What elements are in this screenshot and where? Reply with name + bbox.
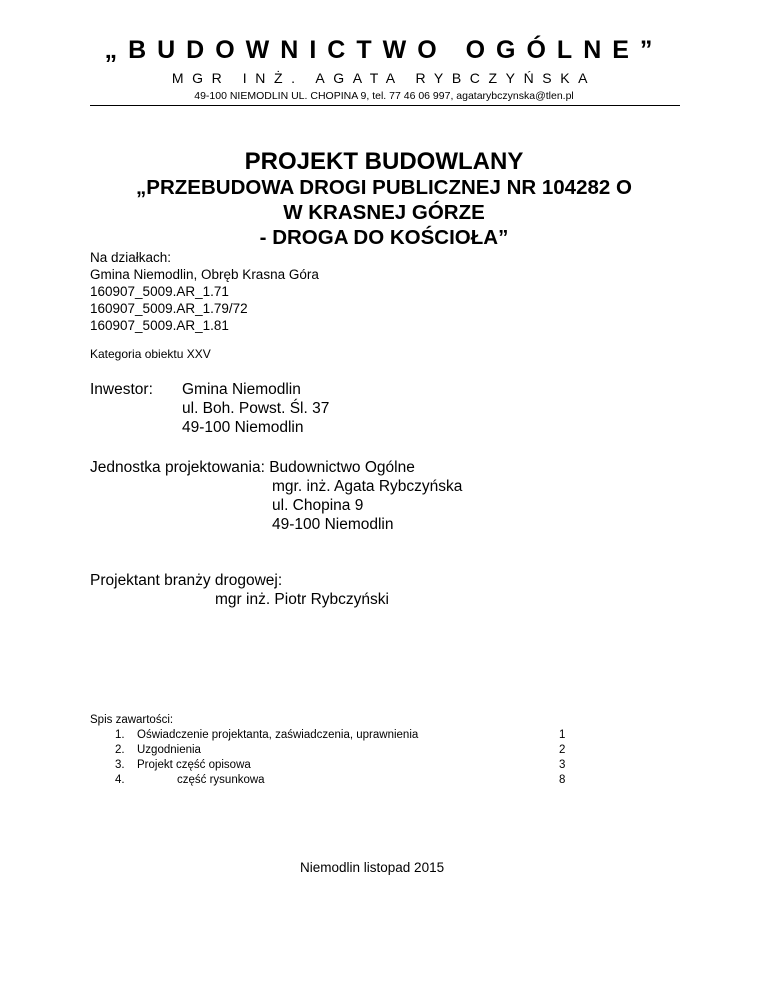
contents-item-page: 2 [559, 744, 566, 756]
contents-item-number: 3. [115, 759, 125, 771]
plots-line: Gmina Niemodlin, Obręb Krasna Góra [90, 267, 319, 282]
document-title: PROJEKT BUDOWLANY [244, 148, 524, 175]
contents-item-page: 3 [559, 759, 566, 771]
project-name-line-1: „PRZEBUDOWA DROGI PUBLICZNEJ NR 104282 O [136, 176, 632, 199]
contents-item-number: 4. [115, 774, 125, 786]
design-unit-line: mgr. inż. Agata Rybczyńska [272, 478, 463, 495]
project-name-line-2: W KRASNEJ GÓRZE [283, 201, 485, 224]
contents-label: Spis zawartości: [90, 714, 174, 726]
contents-item-text: Oświadczenie projektanta, zaświadczenia, uprawnienia [137, 729, 419, 741]
company-owner: MGR INŻ. AGATA RYBCZYŃSKA [171, 70, 597, 86]
investor-label: Inwestor: [90, 381, 153, 398]
road-designer-label: Projektant branży drogowej: [90, 572, 283, 589]
investor-line: ul. Boh. Powst. Śl. 37 [182, 400, 330, 417]
object-category: Kategoria obiektu XXV [90, 347, 211, 361]
investor-line: 49-100 Niemodlin [182, 419, 304, 436]
contents-item-text: Uzgodnienia [137, 744, 201, 756]
company-address: 49-100 NIEMODLIN UL. CHOPINA 9, tel. 77 46 06 997, agatarybczynska@tlen.pl [194, 90, 574, 102]
company-name: „BUDOWNICTWO OGÓLNE” [104, 36, 664, 64]
road-designer-name: mgr inż. Piotr Rybczyński [215, 591, 389, 608]
plots-label: Na działkach: [90, 250, 172, 265]
letterhead-divider [90, 105, 680, 106]
plots-line: 160907_5009.AR_1.79/72 [90, 301, 248, 316]
design-unit-label: Jednostka projektowania: Budownictwo Ogólne [90, 459, 415, 476]
contents-item-number: 2. [115, 744, 125, 756]
place-and-date: Niemodlin listopad 2015 [300, 860, 445, 875]
contents-item-text: część rysunkowa [177, 774, 265, 786]
design-unit-line: ul. Chopina 9 [272, 497, 364, 514]
contents-item-text: Projekt część opisowa [137, 759, 251, 771]
contents-item-number: 1. [115, 729, 125, 741]
design-unit-line: 49-100 Niemodlin [272, 516, 394, 533]
contents-item-page: 1 [559, 729, 566, 741]
contents-item-page: 8 [559, 774, 566, 786]
investor-line: Gmina Niemodlin [182, 381, 301, 398]
project-name-line-3: - DROGA DO KOŚCIOŁA” [259, 226, 509, 249]
plots-line: 160907_5009.AR_1.81 [90, 318, 229, 333]
plots-line: 160907_5009.AR_1.71 [90, 284, 229, 299]
